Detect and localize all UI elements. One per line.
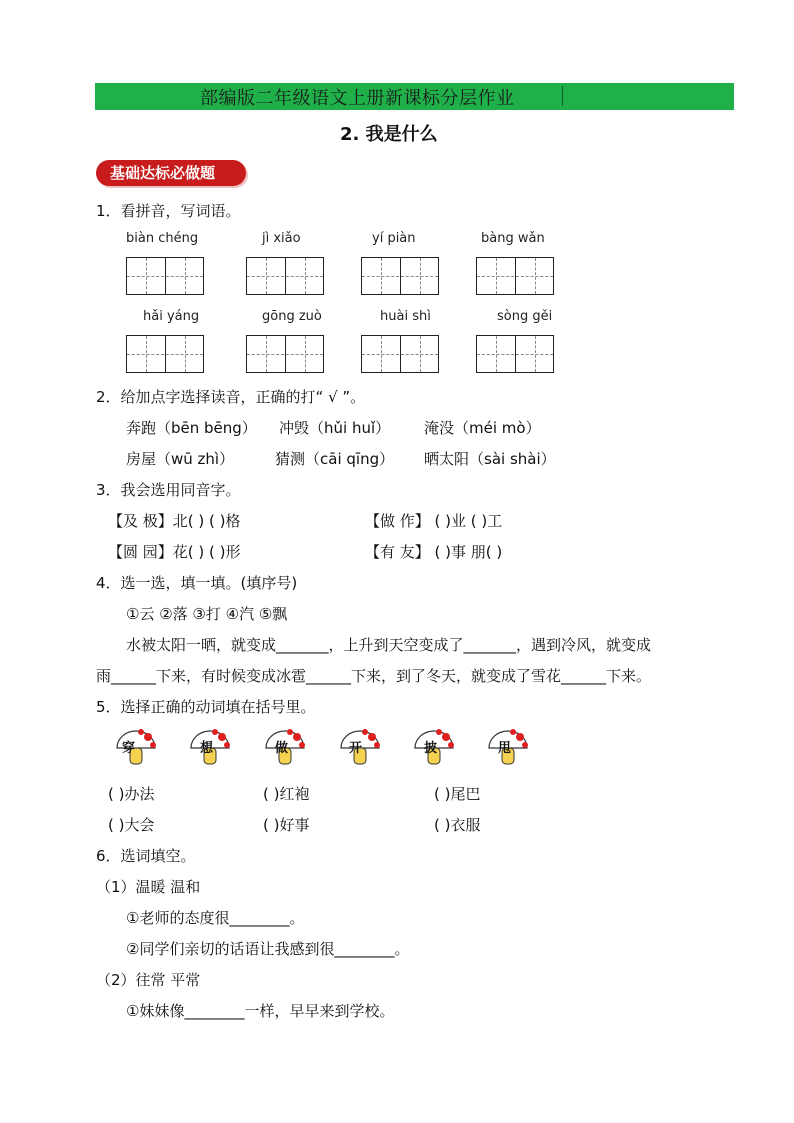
- pinyin-6: gōng zuò: [262, 309, 322, 324]
- q3-line: 【圆 园】花( ) ( )形: [108, 543, 241, 561]
- mushroom-label: 披: [424, 741, 438, 756]
- q2-item: 猜测（cāi qīng）: [275, 450, 395, 468]
- q5-title: 5．选择正确的动词填在括号里。: [96, 698, 316, 716]
- mushroom-label: 做: [275, 741, 289, 756]
- writing-grid[interactable]: [361, 335, 439, 373]
- section-tag-label: 基础达标必做题: [110, 164, 216, 182]
- q6-title: 6．选词填空。: [96, 847, 196, 865]
- q6-sentence: ①妹妹像________一样，早早来到学校。: [126, 1002, 395, 1020]
- writing-grid[interactable]: [126, 335, 204, 373]
- pinyin-4: bàng wǎn: [481, 231, 545, 246]
- q2-item: 淹没（méi mò）: [424, 419, 541, 437]
- q6-part2: （2）往常 平常: [96, 971, 201, 989]
- q6-sentence: ①老师的态度很________。: [126, 909, 305, 927]
- pinyin-1: biàn chéng: [126, 231, 199, 246]
- q4-sentence: 雨______下来，有时候变成冰雹______下来，到了冬天，就变成了雪花______下来。: [96, 667, 652, 685]
- mushroom-label: 甩: [498, 741, 512, 756]
- pinyin-2: jì xiǎo: [262, 231, 301, 246]
- q4-sentence: 水被太阳一晒，就变成_______，上升到天空变成了_______，遇到冷风，就变成: [126, 636, 652, 654]
- mushroom-label: 想: [200, 741, 214, 756]
- writing-grid[interactable]: [126, 257, 204, 295]
- q2-item: 冲毁（hǔi huǐ）: [279, 419, 391, 437]
- q3-line: 【及 极】北( ) ( )格: [108, 512, 241, 530]
- q2-item: 房屋（wū zhì）: [126, 450, 235, 468]
- writing-grid[interactable]: [361, 257, 439, 295]
- q5-blank: ( )好事: [263, 816, 310, 834]
- q5-blank: ( )衣服: [434, 816, 481, 834]
- q2-item: 奔跑（bēn bēng）: [126, 419, 257, 437]
- writing-grid[interactable]: [246, 335, 324, 373]
- q5-blank: ( )尾巴: [434, 785, 481, 803]
- mushroom-label: 开: [349, 741, 363, 756]
- writing-grid[interactable]: [246, 257, 324, 295]
- q2-item: 晒太阳（sài shài）: [424, 450, 556, 468]
- pinyin-8: sòng gěi: [497, 309, 553, 324]
- q4-options: ①云 ②落 ③打 ④汽 ⑤飘: [126, 605, 288, 623]
- mushroom-label: 穿: [122, 741, 136, 756]
- q5-blank: ( )办法: [108, 785, 155, 803]
- q6-sentence: ②同学们亲切的话语让我感到很________。: [126, 940, 410, 958]
- q3-line: 【做 作】 ( )业 ( )工: [365, 512, 503, 530]
- pinyin-3: yí piàn: [372, 231, 416, 246]
- pinyin-5: hǎi yáng: [143, 309, 200, 324]
- q1-title: 1．看拼音，写词语。: [96, 202, 241, 220]
- writing-grid[interactable]: [476, 257, 554, 295]
- banner-divider: [562, 86, 563, 106]
- pinyin-7: huài shì: [380, 309, 431, 324]
- q5-blank: ( )大会: [108, 816, 155, 834]
- writing-grid[interactable]: [476, 335, 554, 373]
- q2-title: 2．给加点字选择读音，正确的打“ √ ”。: [96, 388, 366, 406]
- q5-blank: ( )红袍: [263, 785, 310, 803]
- mushroom-icon: [114, 724, 158, 768]
- banner-title: 部编版二年级语文上册新课标分层作业: [200, 88, 515, 109]
- q4-title: 4．选一选，填一填。(填序号): [96, 574, 298, 592]
- q6-part1: （1）温暖 温和: [96, 878, 201, 896]
- q3-line: 【有 友】 ( )事 朋( ): [365, 543, 503, 561]
- lesson-title: 2. 我是什么: [340, 124, 438, 145]
- q3-title: 3．我会选用同音字。: [96, 481, 241, 499]
